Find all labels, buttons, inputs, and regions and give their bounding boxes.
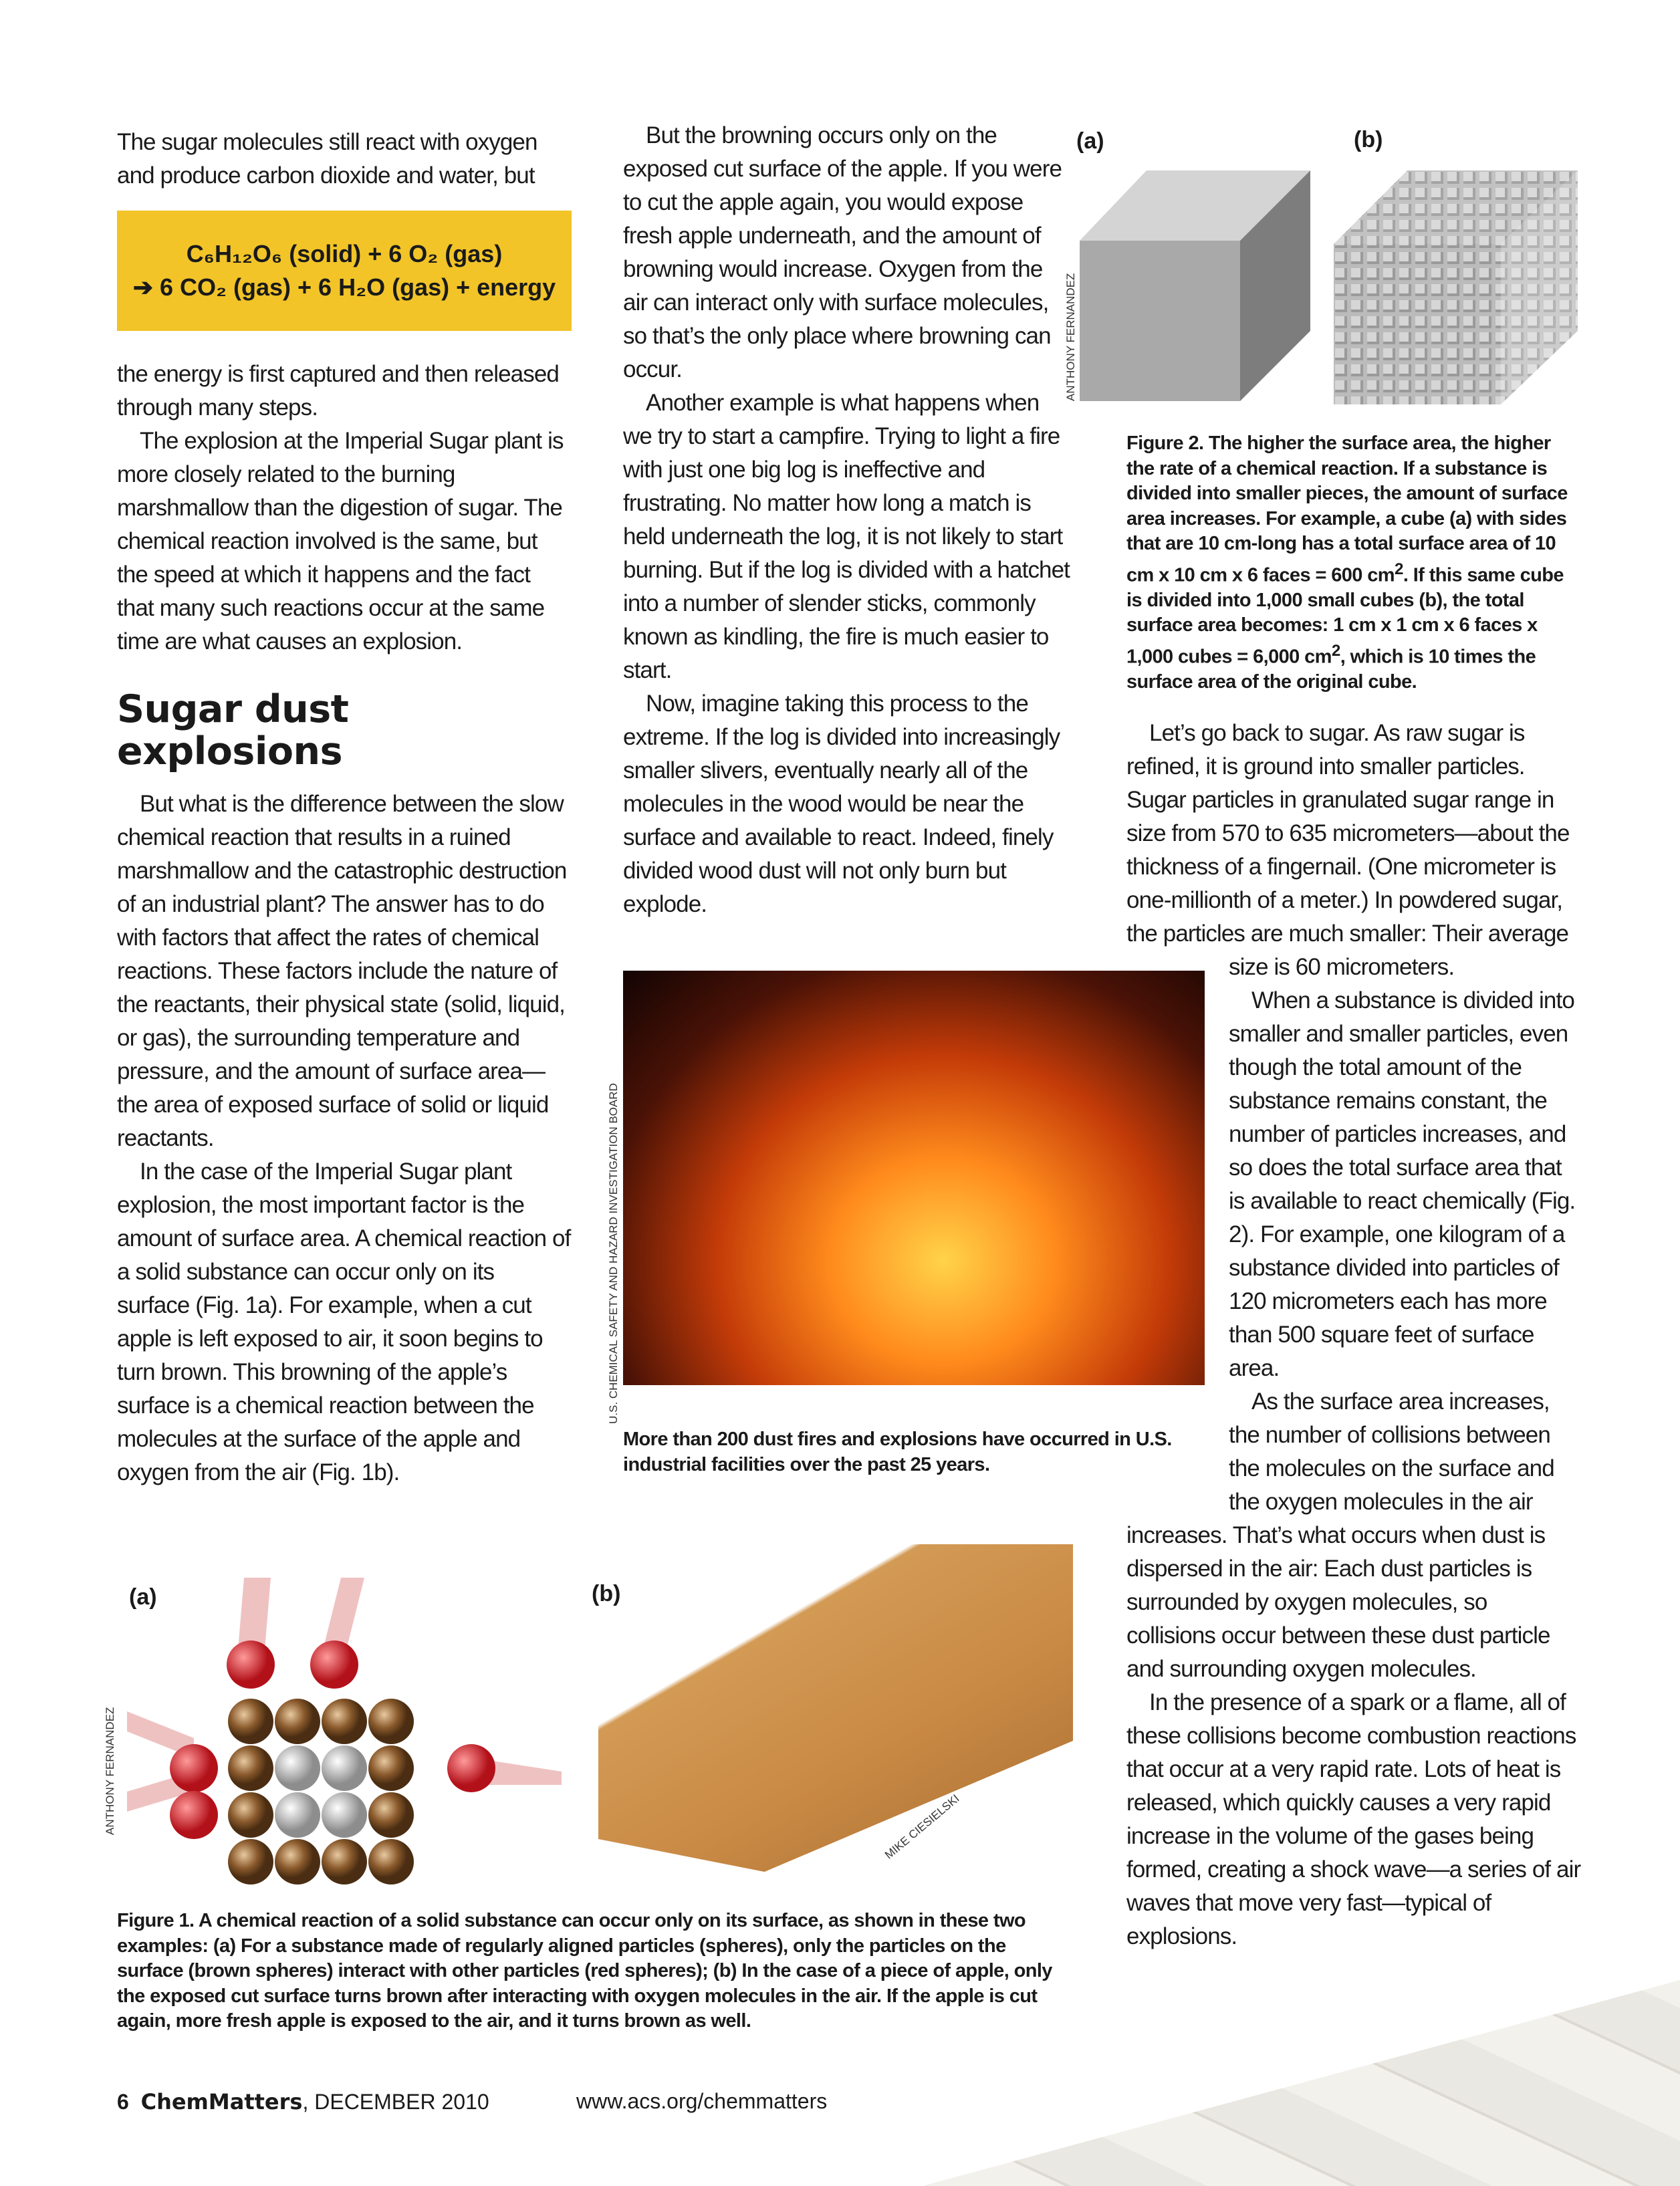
col3-top-text <box>1126 717 1581 951</box>
surface-particle <box>368 1699 414 1744</box>
factory-fire-photo <box>623 971 1205 1385</box>
superscript: 2 <box>1331 641 1340 660</box>
surface-particle <box>368 1792 414 1838</box>
paragraph: But the browning occurs only on the exposed cut surface of the apple. If you were to cut the apple again, you would expose fresh apple underneath, and the amount of browning would increase. Oxygen from the air can interact only with surface molecules, so that’s the only place where browning can occur. <box>623 122 1062 382</box>
paragraph: The sugar molecules still react with oxygen and produce carbon dioxide and water, but <box>117 129 537 189</box>
equation-line-1: C₆H₁₂O₆ (solid) + 6 O₂ (gas) <box>186 240 503 267</box>
paragraph: The explosion at the Imperial Sugar plant is more closely related to the burning marshmallow than the digestion of sugar. The chemical reaction involved is the same, but the speed at which it happens and the fact that many such reactions occur at the same time are what causes an explosion. <box>117 428 564 654</box>
section-heading: Sugar dust explosions <box>117 687 349 773</box>
footer <box>117 2089 489 2114</box>
figure2-label-b: (b) <box>1354 127 1383 152</box>
surface-particle <box>368 1839 414 1885</box>
figure2-credit: ANTHONY FERNANDEZ <box>1064 273 1077 401</box>
paragraph: the energy is first captured and then released through many steps. <box>117 361 559 420</box>
surface-particle <box>275 1839 320 1885</box>
inner-particle <box>322 1745 367 1791</box>
figure1-credit-a: ANTHONY FERNANDEZ <box>104 1707 116 1835</box>
magazine-name: ChemMatters <box>140 2089 303 2114</box>
page-number: 6 <box>117 2090 129 2114</box>
paragraph: In the case of the Imperial Sugar plant explosion, the most important factor is the amount of surface area. A chemical reaction of a solid substance can occur only on its surface (Fig. 1a). For example, when a cut apple is left exposed to air, it soon begins to turn brown. This browning of the apple’s surface is a chemical reaction between the molecules at the surface of the apple and oxygen from the air (Fig. 1b). <box>117 1159 571 1485</box>
inner-particle <box>322 1792 367 1838</box>
paragraph: But what is the difference between the slow chemical reaction that results in a ruined marshmallow and the catastrophic destruction of an industrial plant? The answer has to do with factors that affect the rates of chemical reactions. These factors include the nature of the reactants, their physical state (solid, liquid, or gas), the surrounding temperature and pressure, and the amount of surface area—the area of exposed surface of solid or liquid reactants. <box>117 791 567 1151</box>
surface-particle <box>228 1699 273 1744</box>
col3-narrow-text <box>1229 951 1581 1519</box>
fire-photo-caption: More than 200 dust fires and explosions have occurred in U.S. industrial facilities over the past 25 years. <box>623 1429 1172 1475</box>
caption-text: Figure 2. The higher the surface area, the higher the rate of a chemical reaction. If a substance is divided into smaller pieces, the amount of surface area increases. For example, a cube (a) with sides that are 10 cm-long has a total surface area of 10 cm x 10 cm x 6 faces = 600 cm <box>1126 433 1568 586</box>
col1-top-text <box>117 126 572 193</box>
surface-particle <box>322 1839 367 1885</box>
issue-date: , DECEMBER 2010 <box>302 2090 489 2114</box>
surface-particle <box>228 1792 273 1838</box>
surface-particle <box>228 1745 273 1791</box>
chemical-equation-box <box>117 211 572 331</box>
surface-particle <box>275 1699 320 1744</box>
surface-particle <box>368 1745 414 1791</box>
figure1-caption: Figure 1. A chemical reaction of a solid substance can occur only on its surface, as shown in these two examples: (a) For a substance made of regularly aligned particles (spheres), only the particles on the surface (brown spheres) interact with other particles (red spheres); (b) In the case of a piece of apple, only the exposed cut surface turns brown after interacting with oxygen molecules in the air. If the apple is cut again, more fresh apple is exposed to the air, and it turns brown as well. <box>117 1910 1052 2032</box>
figure2-label-a: (a) <box>1076 128 1104 154</box>
paragraph: size is 60 micrometers. <box>1229 954 1455 980</box>
surface-particle <box>322 1699 367 1744</box>
equation-line-2: ➔ 6 CO₂ (gas) + 6 H₂O (gas) + energy <box>132 273 556 301</box>
sphere-lattice-illustration <box>127 1578 568 1899</box>
paragraph: Let’s go back to sugar. As raw sugar is refined, it is ground into smaller particles. Sugar particles in granulated sugar range in size from 570 to 635 micrometers—about the thickness of a fingernail. (One micrometer is one-millionth of a meter.) In powdered sugar, the particles are much smaller: Their average <box>1126 720 1570 947</box>
superscript: 2 <box>1395 560 1403 578</box>
paragraph: Now, imagine taking this process to the extreme. If the log is divided into increasingly smaller slivers, eventually nearly all of the molecules in the wood would be near the surface and available to react. Indeed, finely divided wood dust will not only burn but explode. <box>623 691 1060 917</box>
col2-text <box>623 119 1072 921</box>
caption-text: , which is 10 times the surface area of the original cube. <box>1126 646 1536 693</box>
paragraph: In the presence of a spark or a flame, all of these collisions become combustion reactions that occur at a very rapid rate. Lots of heat is released, which quickly causes a very rapid increase in the volume of the gases being formed, creating a shock wave—a series of air waves that move very fast—typical of explosions. <box>1126 1689 1581 1949</box>
figure1-label-b: (b) <box>592 1581 621 1606</box>
figure1-credit-b: MIKE CIESIELSKI <box>882 1792 962 1862</box>
figure1-label-a: (a) <box>129 1584 157 1610</box>
paragraph: When a substance is divided into smaller and smaller particles, even though the total amount of the substance remains constant, the number of particles increases, and so does the total surface area that is available to react chemically (Fig. 2). For example, one kilogram of a substance divided into particles of 120 micrometers each has more than 500 square feet of surface area. <box>1229 987 1576 1381</box>
col1-bottom-text <box>117 787 572 1489</box>
paragraph: As the surface area increases, the number of collisions between the molecules on the surface and the oxygen molecules in the air <box>1229 1388 1554 1515</box>
large-cube-illustration <box>1073 167 1314 404</box>
col1-mid-text <box>117 358 572 658</box>
caption-text: . If this same cube is divided into 1,000 small cubes (b), the total surface area becomes: 1 cm x 1 cm x 6 faces x 1,000 cubes = 6,000 cm <box>1126 564 1564 668</box>
inner-particle <box>275 1792 320 1838</box>
footer-url[interactable]: www.acs.org/chemmatters <box>576 2089 828 2113</box>
cut-apple-photo <box>598 1544 1073 1872</box>
paragraph: increases. That’s what occurs when dust is dispersed in the air: Each dust particles is surrounded by oxygen molecules, so collisions occur between these dust particle and surrounding oxygen molecules. <box>1126 1522 1550 1682</box>
small-cubes-illustration <box>1334 170 1581 404</box>
paragraph: Another example is what happens when we try to start a campfire. Trying to light a fire with just one big log is ineffective and frustrating. No matter how long a match is held underneath the log, it is not likely to start burning. But if the log is divided with a hatchet into a number of slender sticks, commonly known as kindling, the fire is much easier to start. <box>623 390 1070 683</box>
figure2-caption <box>1126 431 1581 695</box>
inner-particle <box>275 1745 320 1791</box>
surface-particle <box>228 1839 273 1885</box>
photo-credit: U.S. CHEMICAL SAFETY AND HAZARD INVESTIGATION BOARD <box>607 1083 620 1424</box>
col3-bottom-text <box>1126 1519 1581 1953</box>
